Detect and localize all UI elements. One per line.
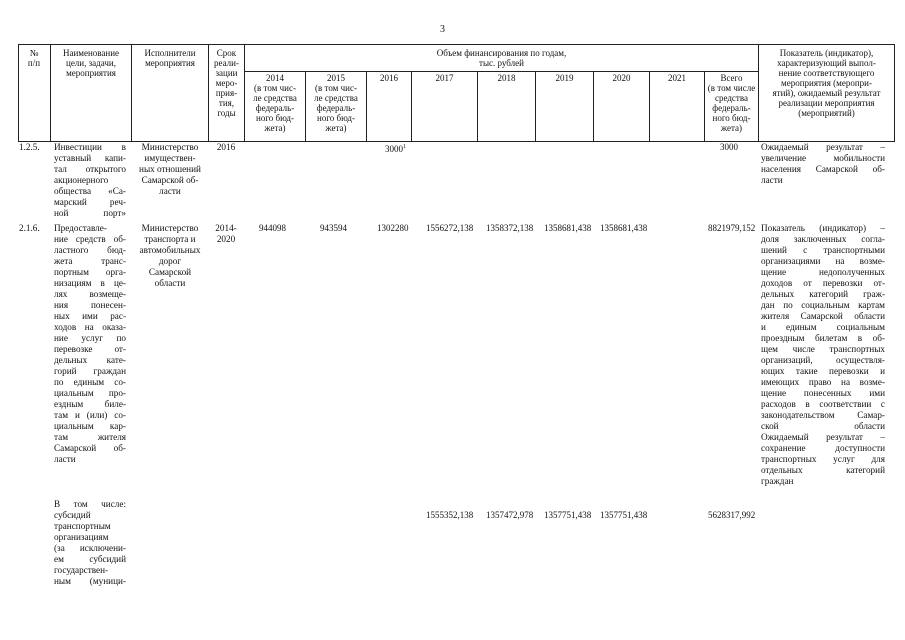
header-total: Всего (в том числе средства федераль- ного бюд- жета) (707, 73, 756, 133)
page-number: 3 (440, 24, 445, 35)
row-1-executor: Министерство имуществен- ных отношений Самарской об- ласти (139, 142, 201, 196)
header-term: Срок реали- зации меро- прия- тия, годы (214, 48, 239, 118)
header-2019: 2019 (555, 73, 574, 83)
header-indicator: Показатель (индикатор), характеризующий выпол- нение соответствующего мероприятия (меропри- ятий), ожидаемый результат реализации мероприятия (мероприятий) (772, 48, 881, 118)
header-2017: 2017 (435, 73, 454, 83)
row-1-2016: 3000$^1$ (385, 144, 406, 154)
row-2-term: 2014- 2020 (215, 223, 237, 244)
row-3-2017: 1555352,138 (426, 510, 474, 520)
row-1-total: 3000 (720, 142, 738, 152)
row-2-num: 2.1.6. (19, 223, 40, 233)
row-2-2015: 943594 (320, 223, 347, 233)
header-2015: 2015 (в том чис- ле средства федераль- ного бюд- жета) (314, 73, 358, 133)
header-2021: 2021 (668, 73, 686, 83)
row-2-2019: 1358681,438 (544, 223, 592, 233)
header-2014: 2014 (в том чис- ле средства федераль- ного бюд- жета) (253, 73, 297, 133)
row-2-2020: 1358681,438 (600, 223, 648, 233)
row-2-2014: 944098 (259, 223, 286, 233)
header-2016: 2016 (380, 73, 398, 83)
row-2-2017: 1556272,138 (426, 223, 474, 233)
row-3-2020: 1357751,438 (600, 510, 648, 520)
row-1-indicator: Ожидаемый результат – увеличение мобильности населения Самарской об- ласти (761, 142, 885, 185)
header-executors: Исполнители мероприятия (144, 48, 196, 68)
row-2-2018: 1358372,138 (486, 223, 534, 233)
row-2-indicator: Показатель (индикатор) – доля заключенных согла- шений с транспортными организациями на возме- щение недополученных доходов от перевозки от- дельных категорий граж- дан по социальным картам жителя Самарской области и единым социальным проездным билетам в об- щем числе транспортных организаций, осуществля- ющих такие перевозки и имеющих право на возме- щение понесенных ими расходов в соответствии с законодательством Самар- ской области Ожидаемый результат – сохранение доступности транспортных услуг для отдельных категорий граждан (761, 223, 885, 486)
row-2-2016: 1302280 (377, 223, 409, 233)
row-2-executor: Министерство транспорта и автомобильных дорог Самарской области (139, 223, 201, 288)
row-2-name: Предоставле- ние средств об- ластного бюд- жета транс- портным орга- низациям в це- лях возмеще- ния понесен- ных ими рас- ходов на оказа- ние услуг по перевозке от- дельных кате- горий граждан по единым со- циальным про- ездным биле- там и (или) со- циальным кар- там жителя Самарской об- ласти (54, 223, 126, 464)
row-3-2019: 1357751,438 (544, 510, 592, 520)
header-num: № п/п (27, 48, 41, 68)
header-funding: Объем финансирования по годам, тыс. рублей (436, 48, 567, 68)
header-name: Наименование цели, задачи, мероприятия (62, 48, 120, 78)
table-header (18, 44, 895, 142)
row-1-num: 1.2.5. (19, 142, 40, 152)
header-2020: 2020 (612, 73, 631, 83)
row-3-total: 5628317,992 (708, 510, 756, 520)
row-3-2018: 1357472,978 (486, 510, 534, 520)
row-1-name: Инвестиции в уставный капи- тал открытого акционерного общества «Са- марский реч- ной порт» (54, 142, 126, 218)
row-1-term: 2016 (216, 142, 236, 152)
row-3-name: В том числе: субсидий транспортным организациям (за исключени- ем субсидий государствен- ным (муници- (54, 499, 126, 586)
header-2018: 2018 (497, 73, 516, 83)
row-2-total: 8821979,152 (708, 223, 756, 233)
